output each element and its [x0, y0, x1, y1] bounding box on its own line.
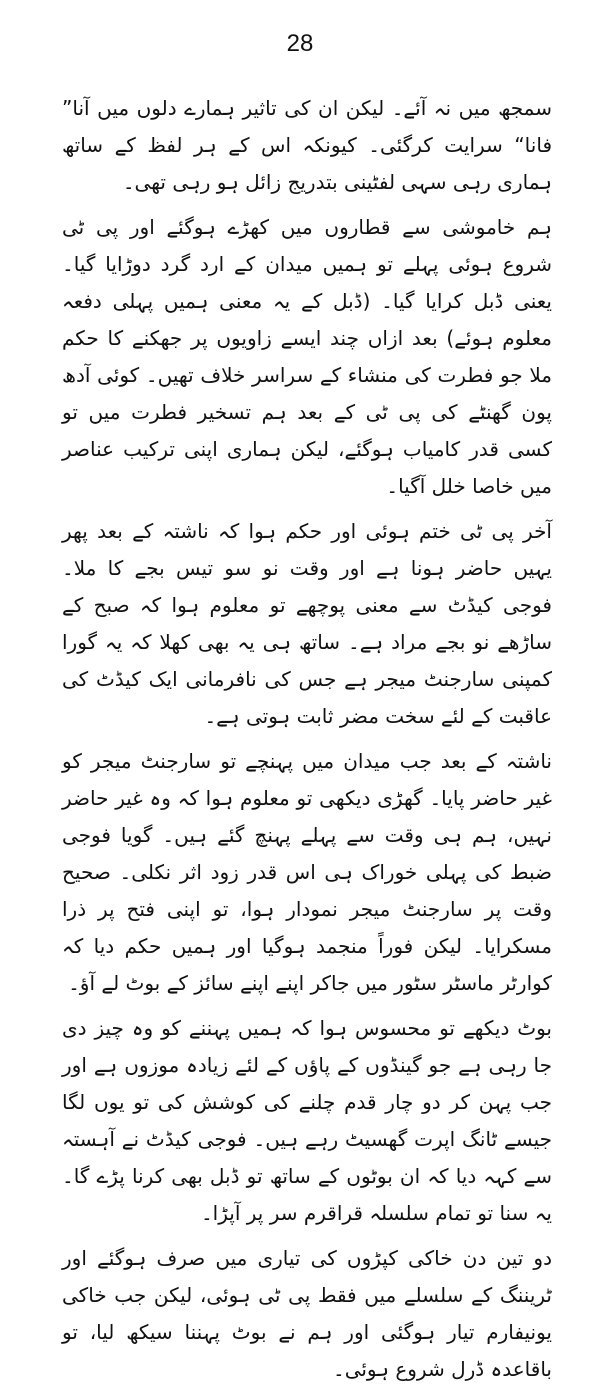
paragraph: سمجھ میں نہ آئے۔ لیکن ان کی تاثیر ہمارے دلوں میں آنا” فانا“ سرایت کرگئی۔ کیونکہ اس کے ہر لفظ کے ساتھ ہماری رہی سہی لفٹینی بتدریج زائل ہو رہی تھی۔	[62, 96, 552, 194]
paragraph: ہم خاموشی سے قطاروں میں کھڑے ہوگئے اور پی ٹی شروع ہوئی پہلے تو ہمیں میدان کے ارد گرد دوڑایا گیا۔ یعنی ڈبل کرایا گیا۔ (ڈبل کے یہ معنی ہمیں پہلی دفعہ معلوم ہوئے) بعد ازاں چند ایسے زاویوں پر جھکنے کا حکم ملا جو فطرت کی منشاء کے سراسر خلاف تھیں۔ کوئی آدھ پون گھنٹے کی پی ٹی کے بعد ہم تسخیر فطرت میں تو کسی قدر کامیاب ہوگئے، لیکن ہماری اپنی ترکیب عناصر میں خاصا خلل آگیا۔	[62, 215, 552, 498]
paragraph: آخر پی ٹی ختم ہوئی اور حکم ہوا کہ ناشتہ کے بعد پھر یہیں حاضر ہونا ہے اور وقت نو سو تیس بجے کا ملا۔ فوجی کیڈٹ سے معنی پوچھے تو معلوم ہوا کہ صبح کے ساڑھے نو بجے مراد ہے۔ ساتھ ہی یہ بھی کھلا کہ یہ گورا کمپنی سارجنٹ میجر ہے جس کی نافرمانی ایک کیڈٹ کی عاقبت کے لئے سخت مضر ثابت ہوتی ہے۔	[62, 519, 552, 728]
page-body-text	[62, 90, 552, 1396]
paragraph: دو تین دن خاکی کپڑوں کی تیاری میں صرف ہوگئے اور ٹریننگ کے سلسلے میں فقط پی ٹی ہوئی، لیکن جب خاکی یونیفارم تیار ہوگئی اور ہم نے بوٹ پہننا سیکھ لیا، تو باقاعدہ ڈرل شروع ہوئی۔	[62, 1246, 552, 1381]
paragraph: ناشتہ کے بعد جب میدان میں پہنچے تو سارجنٹ میجر کو غیر حاضر پایا۔ گھڑی دیکھی تو معلوم ہوا کہ وہ غیر حاضر نہیں، ہم ہی وقت سے پہلے پہنچ گئے ہیں۔ گویا فوجی ضبط کی پہلی خوراک ہی اس قدر زود اثر نکلی۔ صحیح وقت پر سارجنٹ میجر نمودار ہوا، تو اپنی فتح پر ذرا مسکرایا۔ لیکن فوراً منجمد ہوگیا اور ہمیں حکم دیا کہ کوارٹر ماسٹر سٹور میں جاکر اپنے اپنے سائز کے بوٹ لے آؤ۔	[62, 749, 552, 995]
page-number: 28	[286, 30, 314, 57]
paragraph: بوٹ دیکھے تو محسوس ہوا کہ ہمیں پہننے کو وہ چیز دی جا رہی ہے جو گینڈوں کے پاؤں کے لئے زیادہ موزوں ہے اور جب پہن کر دو چار قدم چلنے کی کوشش کی تو یوں لگا جیسے ٹانگ اپرت گھسیٹ رہے ہیں۔ فوجی کیڈٹ نے آہستہ سے کہہ دیا کہ ان بوٹوں کے ساتھ تو ڈبل بھی کرنا پڑے گا۔ یہ سنا تو تمام سلسلہ قراقرم سر پر آپڑا۔	[62, 1016, 552, 1225]
